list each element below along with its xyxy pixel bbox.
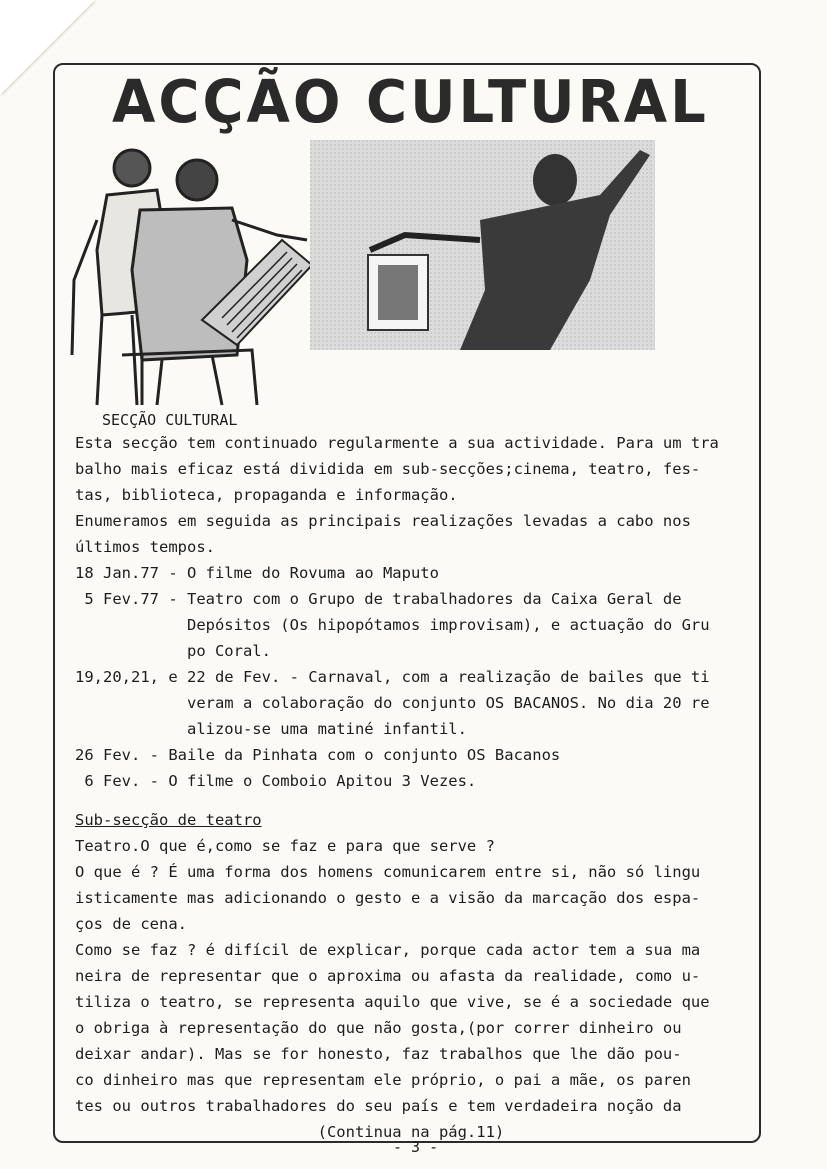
theatre-line: O que é ? É uma forma dos homens comunicarem entre si, não só lingu bbox=[75, 863, 701, 881]
intro-line: Enumeramos em seguida as principais realizações levadas a cabo nos bbox=[75, 512, 691, 530]
intro-line: últimos tempos. bbox=[75, 538, 215, 556]
event-line: Depósitos (Os hipopótamos improvisam), e actuação do Gru bbox=[75, 616, 710, 634]
article-body bbox=[75, 430, 755, 1145]
event-line: veram a colaboração do conjunto OS BACANOS. No dia 20 re bbox=[75, 694, 710, 712]
intro-line: tas, biblioteca, propaganda e informação. bbox=[75, 486, 458, 504]
theatre-heading: Sub-secção de teatro bbox=[75, 811, 262, 829]
theatre-line: tes ou outros trabalhadores do seu país e tem verdadeira noção da bbox=[75, 1097, 682, 1115]
theatre-line: ços de cena. bbox=[75, 915, 187, 933]
section-label: SECÇÃO CULTURAL bbox=[102, 411, 238, 429]
theatre-line: neira de representar que o aproxima ou afasta da realidade, como u- bbox=[75, 967, 701, 985]
event-line: 26 Fev. - Baile da Pinhata com o conjunto OS Bacanos bbox=[75, 746, 561, 764]
theatre-line: tiliza o teatro, se representa aquilo que vive, se é a sociedade que bbox=[75, 993, 710, 1011]
theatre-line: o obriga à representação do que não gosta,(por correr dinheiro ou bbox=[75, 1019, 682, 1037]
page-number: - 3 - bbox=[393, 1138, 439, 1156]
theatre-line: deixar andar). Mas se for honesto, faz trabalhos que lhe dão pou- bbox=[75, 1045, 682, 1063]
intro-line: Esta secção tem continuado regularmente a sua actividade. Para um tra bbox=[75, 434, 719, 452]
photo-man-painting bbox=[310, 140, 655, 350]
event-line: 19,20,21, e 22 de Fev. - Carnaval, com a realização de bailes que ti bbox=[75, 668, 710, 686]
intro-line: balho mais eficaz está dividida em sub-secções;cinema, teatro, fes- bbox=[75, 460, 701, 478]
theatre-line: Teatro.O que é,como se faz e para que serve ? bbox=[75, 837, 495, 855]
continuation-note: (Continua na pág.11) bbox=[75, 1123, 505, 1141]
event-line: 6 Fev. - O filme o Comboio Apitou 3 Vezes. bbox=[75, 772, 477, 790]
page-title: ACÇÃO CULTURAL bbox=[112, 68, 709, 137]
illustration-workers-reading bbox=[62, 140, 312, 410]
theatre-line: Como se faz ? é difícil de explicar, porque cada actor tem a sua ma bbox=[75, 941, 701, 959]
theatre-line: co dinheiro mas que representam ele próprio, o pai a mãe, os paren bbox=[75, 1071, 691, 1089]
event-line: alizou-se uma matiné infantil. bbox=[75, 720, 467, 738]
event-line: 18 Jan.77 - O filme do Rovuma ao Maputo bbox=[75, 564, 439, 582]
theatre-line: isticamente mas adicionando o gesto e a visão da marcação dos espa- bbox=[75, 889, 701, 907]
event-line: po Coral. bbox=[75, 642, 271, 660]
event-line: 5 Fev.77 - Teatro com o Grupo de trabalhadores da Caixa Geral de bbox=[75, 590, 682, 608]
